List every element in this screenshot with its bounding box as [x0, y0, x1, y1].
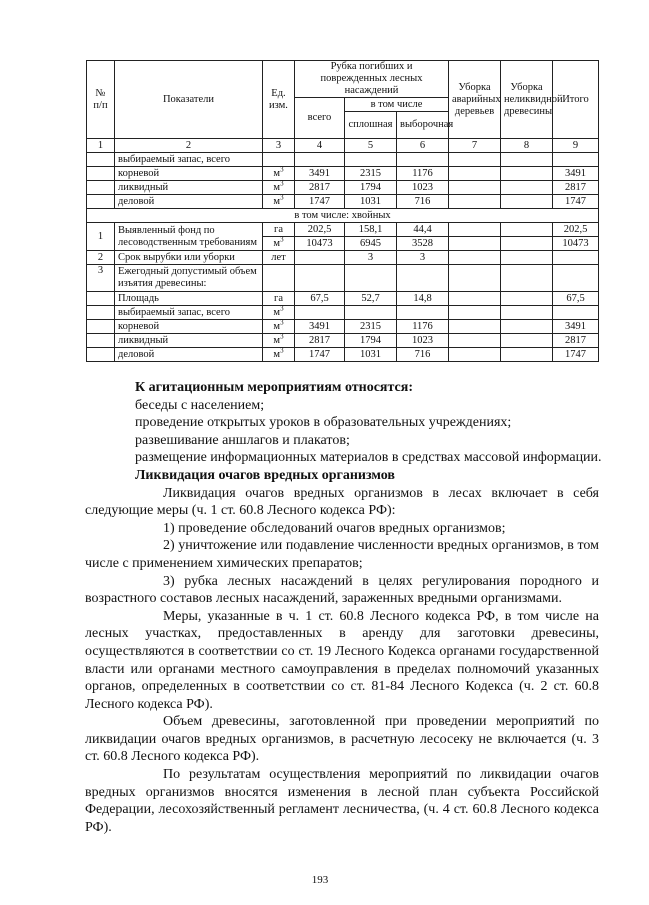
col-number: 6: [397, 139, 449, 153]
col-number: 8: [501, 139, 553, 153]
table-row: Площадь га 67,5 52,7 14,8 67,5: [87, 292, 599, 306]
row-unit: $м^3$: [263, 334, 295, 348]
row-number: 2: [87, 251, 115, 265]
table-row: [87, 306, 599, 320]
header-unit: Ед. изм.: [263, 61, 295, 139]
row-unit: лет: [263, 251, 295, 265]
row-unit: $м^3$: [263, 237, 295, 251]
col-number: 7: [449, 139, 501, 153]
paragraph-results: По результатам осуществления мероприятий по ликвидации очагов вредных организмов вносятся изменения в лесной план субъекта Российской Федерации, лесохозяйственный регламент лесничества, (ч. 4 ст. 60.8 Лесного кодекса РФ).: [85, 767, 599, 835]
header-indicators: Показатели: [115, 61, 263, 139]
table-row: [87, 265, 599, 292]
section-label: в том числе: хвойных: [87, 209, 599, 223]
header-num: № п/п: [87, 61, 115, 139]
table-row: ликвидный $м^3$ 2817 1794 1023 2817: [87, 334, 599, 348]
row-label: корневой: [115, 320, 263, 334]
table-row: [87, 153, 599, 167]
row-label: корневой: [115, 167, 263, 181]
header-total: всего: [295, 98, 345, 139]
col-number: 9: [553, 139, 599, 153]
table-row: деловой $м^3$ 1747 1031 716 1747: [87, 195, 599, 209]
row-label: ликвидный: [115, 181, 263, 195]
row-label: деловой: [115, 195, 263, 209]
row-label: Выявленный фонд по лесоводственным требованиям: [115, 223, 263, 251]
header-solid: сплошная: [345, 112, 397, 139]
body-text: [85, 379, 602, 836]
row-label: Площадь: [115, 292, 263, 306]
row-number: 3: [87, 265, 115, 292]
agitation-item: развешивание аншлагов и плакатов;: [135, 432, 350, 448]
agitation-item: размещение информационных материалов в средствах массовой информации.: [135, 450, 602, 466]
measure-item: 2) уничтожение или подавление численности вредных организмов, в том числе с применением химических препаратов;: [85, 538, 599, 571]
table-row: $м^3$ 10473 6945 3528 10473: [87, 237, 599, 251]
paragraph-measures: Меры, указанные в ч. 1 ст. 60.8 Лесного кодекса РФ, в том числе на лесных участках, предоставленных в аренду для заготовки древесины, осуществляются в соответствии со ст. 19 Лесного Кодекса органами государственной власти или органами местного самоуправления в пределах полномочий указанных органов, определенных в соответствии со ст. 81-84 Лесного Кодекса (ч. 2 ст. 60.8 Лесного кодекса РФ).: [85, 608, 599, 712]
row-unit: $м^3$: [263, 195, 295, 209]
row-label: выбираемый запас, всего: [115, 306, 263, 320]
col-number: 3: [263, 139, 295, 153]
header-cleaning-damaged: Уборка аварийных деревьев: [449, 61, 501, 139]
timber-volume-table: [86, 60, 599, 362]
measure-item: 1) проведение обследований очагов вредных организмов;: [163, 520, 506, 536]
table-row: корневой $м^3$ 3491 2315 1176 3491: [87, 320, 599, 334]
row-unit: $м^3$: [263, 167, 295, 181]
measure-item: 3) рубка лесных насаждений в целях регулирования породного и возрастного составов лесных насаждений, зараженных вредными организмами.: [85, 573, 599, 607]
row-label: выбираемый запас, всего: [115, 153, 263, 167]
row-unit: $м^3$: [263, 348, 295, 362]
column-numbers-row: [87, 139, 599, 153]
table-row: ликвидный $м^3$ 2817 1794 1023 2817: [87, 181, 599, 195]
liquidation-heading: Ликвидация очагов вредных организмов: [135, 467, 395, 483]
table-row: 1 Выявленный фонд по лесоводственным требованиям га 202,5 158,1 44,4 202,5: [87, 223, 599, 237]
row-unit: $м^3$: [263, 306, 295, 320]
liquidation-intro: Ликвидация очагов вредных организмов в лесах включает в себя следующие меры (ч. 1 ст. 60.8 Лесного кодекса РФ):: [85, 485, 599, 519]
col-number: 5: [345, 139, 397, 153]
header-row-1: [87, 61, 599, 98]
header-felling-group: Рубка погибших и поврежденных лесных насаждений: [295, 61, 449, 98]
col-number: 4: [295, 139, 345, 153]
row-label: Срок вырубки или уборки: [115, 251, 263, 265]
row-unit: $м^3$: [263, 181, 295, 195]
table-row: корневой $м^3$ 3491 2315 1176 3491: [87, 167, 599, 181]
row-label: деловой: [115, 348, 263, 362]
row-unit: [263, 153, 295, 167]
row-number: 1: [87, 223, 115, 251]
table-row: 2 Срок вырубки или уборки лет 3 3: [87, 251, 599, 265]
agitation-heading: К агитационным мероприятиям относятся:: [135, 380, 413, 395]
table-row: деловой $м^3$ 1747 1031 716 1747: [87, 348, 599, 362]
section-row: [87, 209, 599, 223]
col-number: 1: [87, 139, 115, 153]
agitation-item: беседы с населением;: [135, 397, 265, 413]
row-unit: га: [263, 223, 295, 237]
header-cleaning-illiquid: Уборка неликвидной древесины: [501, 61, 553, 139]
row-label: Ежегодный допустимый объем изъятия древесины:: [115, 265, 263, 292]
header-sum: Итого: [553, 61, 599, 139]
page-number: 193: [311, 874, 329, 886]
col-number: 2: [115, 139, 263, 153]
agitation-item: проведение открытых уроков в образовательных учреждениях;: [135, 415, 512, 431]
header-incl: в том числе: [345, 98, 449, 112]
header-selective: выборочная: [397, 112, 449, 139]
paragraph-volume: Объем древесины, заготовленной при проведении мероприятий по ликвидации очагов вредных организмов, в расчетную лесосеку не включается (ч. 3 ст. 60.8 Лесного кодекса РФ).: [85, 714, 599, 765]
row-unit: га: [263, 292, 295, 306]
row-unit: $м^3$: [263, 320, 295, 334]
row-label: ликвидный: [115, 334, 263, 348]
